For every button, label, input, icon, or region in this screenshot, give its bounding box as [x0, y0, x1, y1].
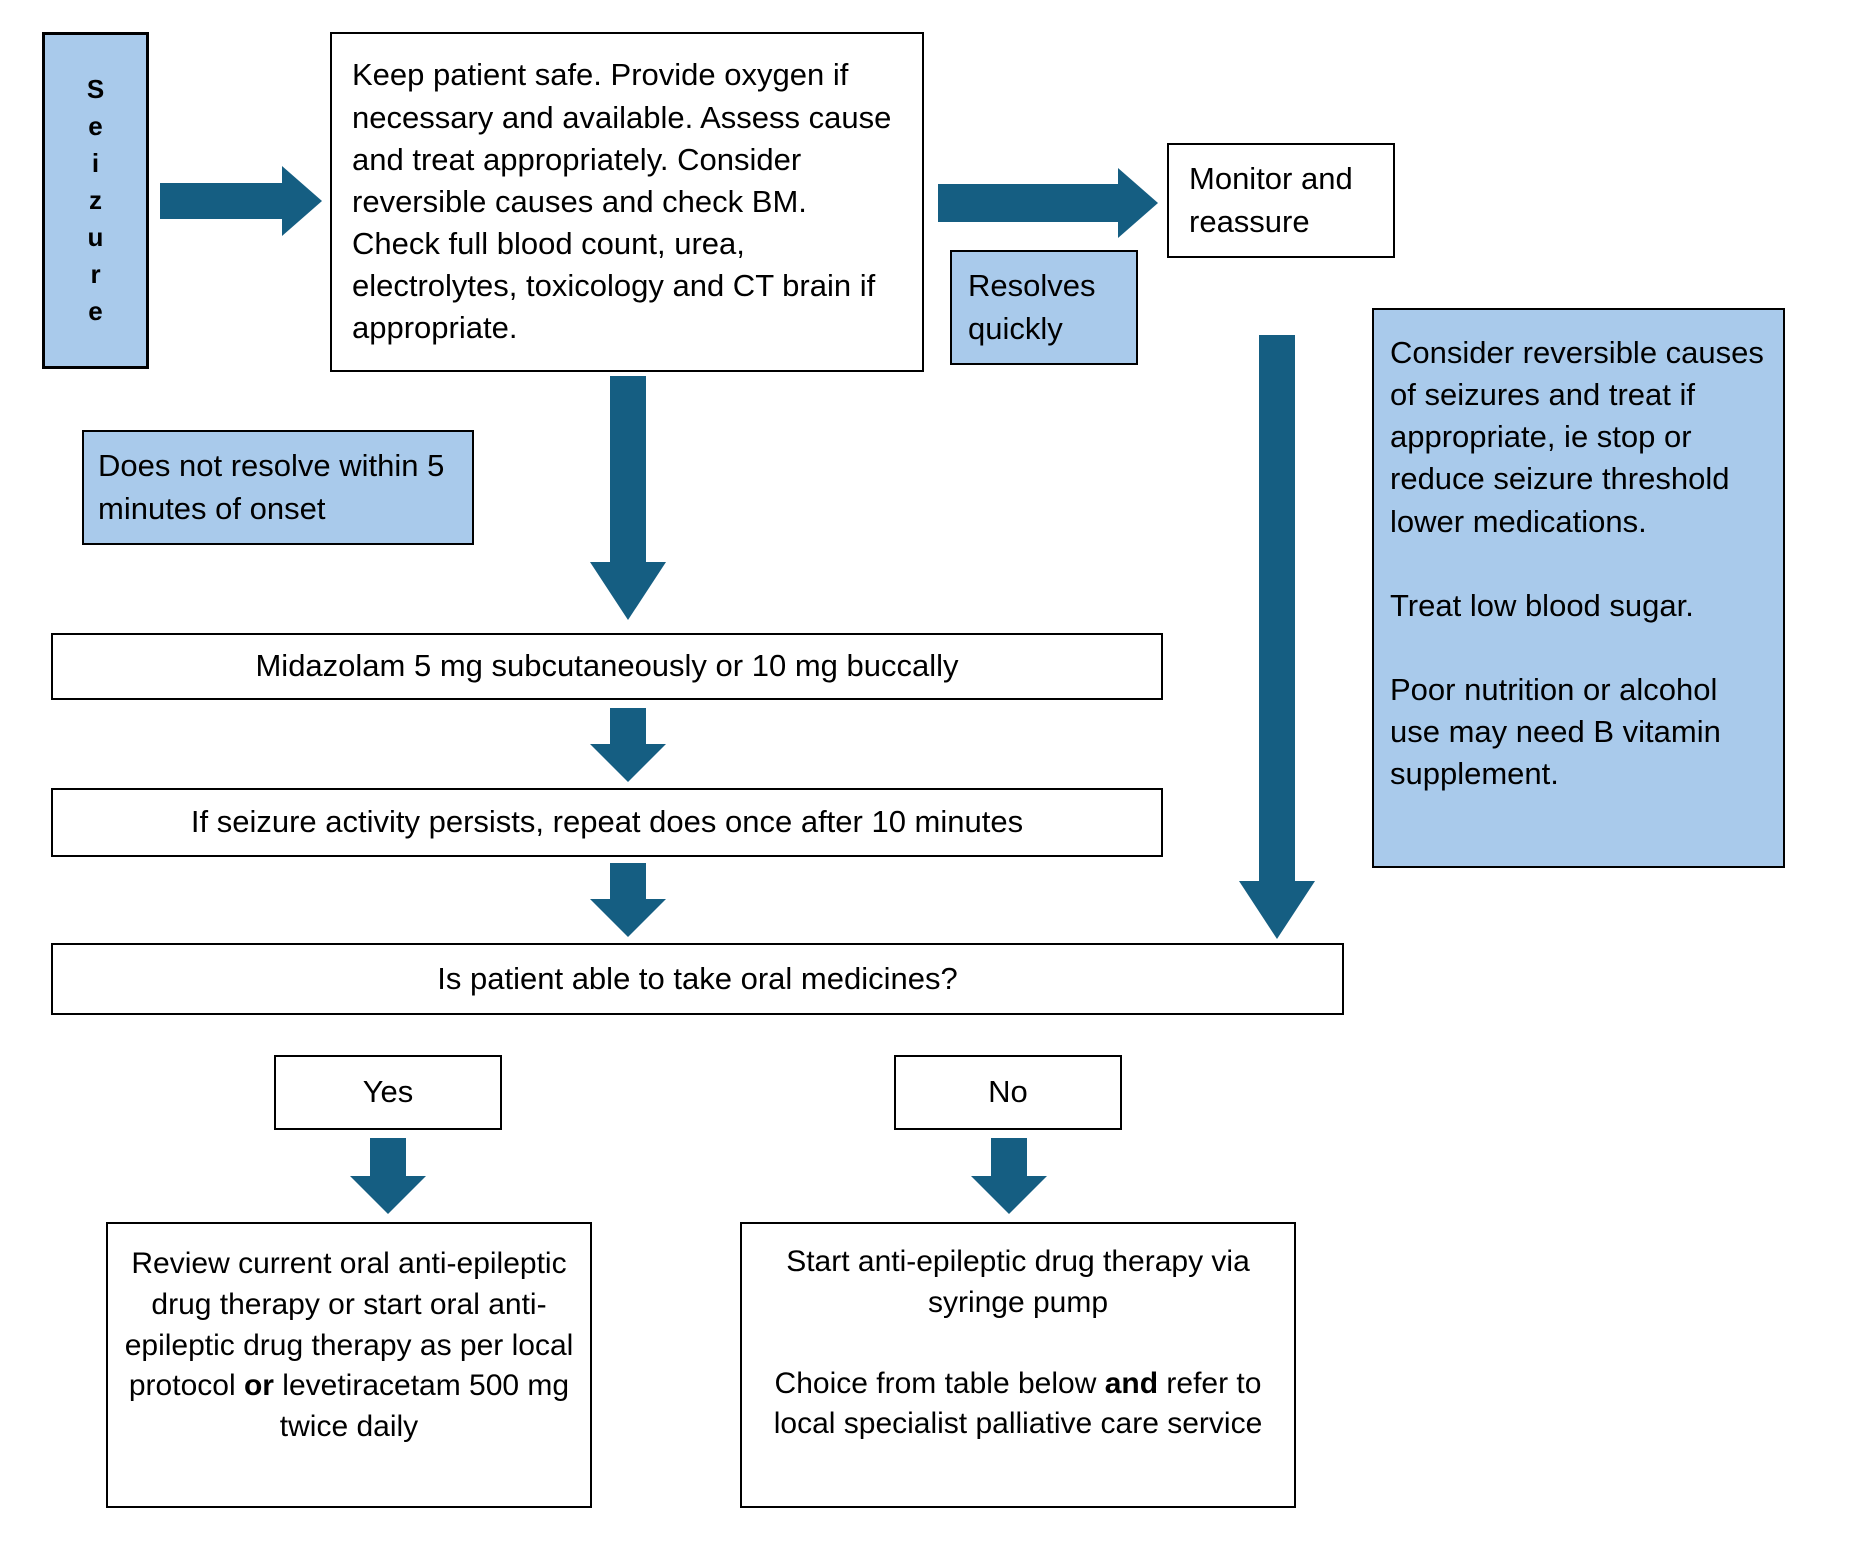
arrow-midazolam-to-repeat-head [590, 744, 666, 782]
resolves-quickly-text: Resolves quickly [968, 268, 1096, 346]
repeat-dose-box [51, 788, 1163, 857]
arrow-no-to-syringe-head [971, 1176, 1047, 1214]
oral-question-text: Is patient able to take oral medicines? [437, 960, 958, 996]
review-oral-text-bold: or [243, 1369, 274, 1403]
seizure-entry-box [42, 32, 149, 369]
syringe-pump-part2: refer to local specialist palliative care service [773, 1366, 1263, 1441]
arrow-yes-to-review-head [350, 1176, 426, 1214]
syringe-pump-spacer [756, 1324, 1280, 1364]
reversible-causes-box [1372, 308, 1785, 868]
review-oral-text-part2: levetiracetam 500 mg twice daily [279, 1369, 570, 1444]
arrow-seizure-to-assess-shaft [160, 183, 282, 219]
repeat-dose-text: If seizure activity persists, repeat does once after 10 minutes [190, 804, 1024, 840]
reversible-causes-paragraph-2: Treat low blood sugar. [1390, 587, 1694, 623]
seizure-letter: u [87, 222, 104, 252]
assess-text: Keep patient safe. Provide oxygen if necessary and available. Assess cause and treat appropriately. Consider reversible causes and check BM. Check full blood count, urea, electrolytes, toxicology and CT brain if appropriate. [352, 57, 892, 346]
reversible-causes-paragraph-3: Poor nutrition or alcohol use may need B vitamin supplement. [1390, 671, 1721, 792]
seizure-letter: S [86, 74, 105, 104]
no-label: No [988, 1074, 1028, 1110]
syringe-pump-line2 [756, 1364, 1280, 1446]
review-oral-text-part1: Review current oral anti-epileptic drug therapy or start oral anti-epileptic drug therapy as per local protocol [124, 1247, 574, 1403]
resolves-quickly-box [950, 250, 1138, 365]
midazolam-box [51, 633, 1163, 700]
reversible-causes-paragraph-1: Consider reversible causes of seizures and treat if appropriate, ie stop or reduce seizure threshold lower medications. [1390, 335, 1764, 539]
seizure-letter: r [90, 259, 101, 289]
monitor-text: Monitor and reassure [1189, 161, 1353, 239]
arrow-seizure-to-assess-head [282, 166, 322, 236]
yes-box [274, 1055, 502, 1130]
syringe-pump-bold: and [1104, 1366, 1159, 1400]
seizure-letter: e [88, 111, 103, 141]
arrow-assess-to-midazolam-shaft [610, 376, 646, 562]
arrow-yes-to-review-shaft [370, 1138, 406, 1176]
midazolam-text: Midazolam 5 mg subcutaneously or 10 mg buccally [255, 648, 959, 684]
arrow-monitor-to-question-head [1239, 881, 1315, 939]
arrow-assess-to-monitor-shaft [938, 184, 1118, 222]
syringe-pump-line1: Start anti-epileptic drug therapy via syringe pump [786, 1245, 1250, 1319]
syringe-pump-part1: Choice from table below [774, 1366, 1097, 1400]
arrow-midazolam-to-repeat-shaft [610, 708, 646, 744]
seizure-letter: i [91, 148, 100, 178]
syringe-pump-box [740, 1222, 1296, 1508]
arrow-monitor-to-question-shaft [1259, 335, 1295, 881]
assess-box [330, 32, 924, 372]
arrow-no-to-syringe-shaft [991, 1138, 1027, 1176]
arrow-repeat-to-question-head [590, 899, 666, 937]
seizure-letter: e [88, 296, 103, 326]
yes-label: Yes [362, 1074, 414, 1110]
oral-question-box [51, 943, 1344, 1015]
seizure-letter: z [89, 185, 102, 215]
arrow-assess-to-midazolam-head [590, 562, 666, 620]
does-not-resolve-text: Does not resolve within 5 minutes of onset [98, 448, 445, 526]
arrow-repeat-to-question-shaft [610, 863, 646, 899]
does-not-resolve-box [82, 430, 474, 545]
monitor-box [1167, 143, 1395, 258]
review-oral-box [106, 1222, 592, 1508]
no-box [894, 1055, 1122, 1130]
arrow-assess-to-monitor-head [1118, 168, 1158, 238]
